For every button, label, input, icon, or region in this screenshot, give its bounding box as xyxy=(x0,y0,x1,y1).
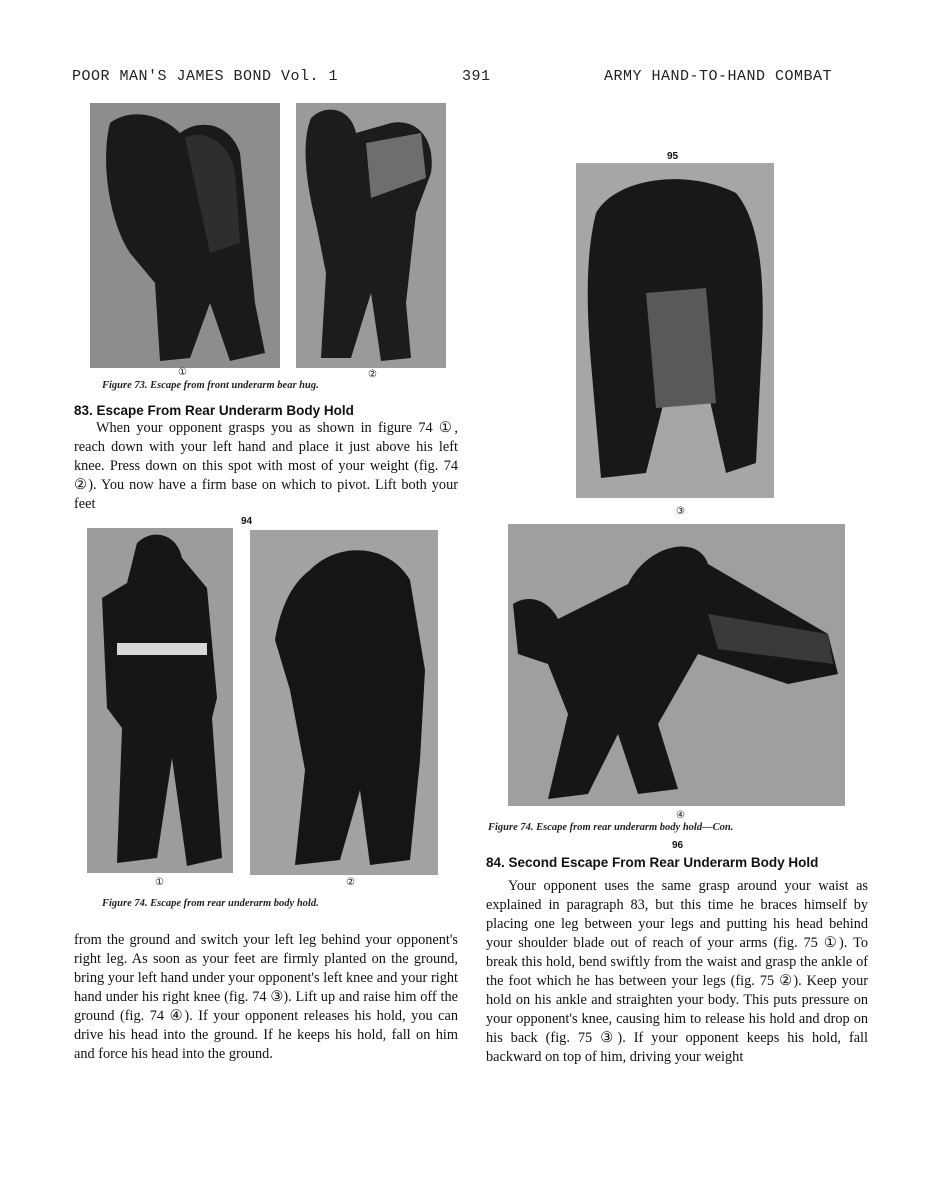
figure74-photo-4 xyxy=(508,524,845,806)
figure73-marker-2: ② xyxy=(368,369,377,380)
figure74-photo-2 xyxy=(250,530,438,875)
figure74-marker-1: ① xyxy=(155,877,164,888)
section83-text-top: When your opponent grasps you as shown in figure 74 ①, reach down with your left hand and place it just above his left knee. Press down on this spot with most of your weight (fig. 74 ②). You now have a firm base on which to pivot. Lift both your feet xyxy=(74,420,458,512)
figure73-photo-1 xyxy=(90,103,280,368)
section84-text: Your opponent uses the same grasp around your waist as explained in paragraph 83, but this time he braces himself by placing one leg between your legs and putting his head behind your shoulder blade out of reach of your arms (fig. 75 ①). To break this hold, bend swiftly from the waist and grasp the ankle of the foot which he has between your legs (fig. 75 ②). Keep your hold on his ankle and straighten your body. This puts pressure on your opponent's knee, causing him to release his hold and drop on his back (fig. 75 ③). If your opponent keeps his hold, fall backward on top of him, driving your weight xyxy=(486,878,868,1065)
section83-text-bottom: from the ground and switch your left leg behind your opponent's right leg. As soon as your feet are firmly planted on the ground, bring your left hand under your opponent's left knee and your right hand under his right knee (fig. 74 ③). Lift up and raise him off the ground (fig. 74 ④). If your opponent releases his hold, you can drive his head into the ground. If he keeps his hold, fall on him and force his head into the ground. xyxy=(74,932,458,1062)
figure95-number: 95 xyxy=(667,151,679,162)
figure74-continued-caption: Figure 74. Escape from rear underarm body hold—Con. xyxy=(488,822,734,833)
figure74-caption: Figure 74. Escape from rear underarm body hold. xyxy=(102,898,319,909)
figure74-photo-3 xyxy=(576,163,774,498)
figure73-photo-2 xyxy=(296,103,446,368)
header-left: POOR MAN'S JAMES BOND Vol. 1 xyxy=(72,68,339,85)
figure74-photo-1 xyxy=(87,528,233,873)
figure74-number: 94 xyxy=(241,516,253,527)
section84-heading: 84. Second Escape From Rear Underarm Body Hold xyxy=(486,855,819,870)
page-number: 391 xyxy=(462,68,491,85)
figure96-number: 96 xyxy=(672,840,684,851)
figure74-marker-2: ② xyxy=(346,877,355,888)
figure73-caption: Figure 73. Escape from front underarm bear hug. xyxy=(102,380,319,391)
header-right: ARMY HAND-TO-HAND COMBAT xyxy=(604,68,833,85)
figure74-marker-3: ③ xyxy=(676,506,685,517)
section83-heading: 83. Escape From Rear Underarm Body Hold xyxy=(74,403,354,418)
figure74-marker-4: ④ xyxy=(676,810,685,821)
figure73-marker-1: ① xyxy=(178,367,187,378)
